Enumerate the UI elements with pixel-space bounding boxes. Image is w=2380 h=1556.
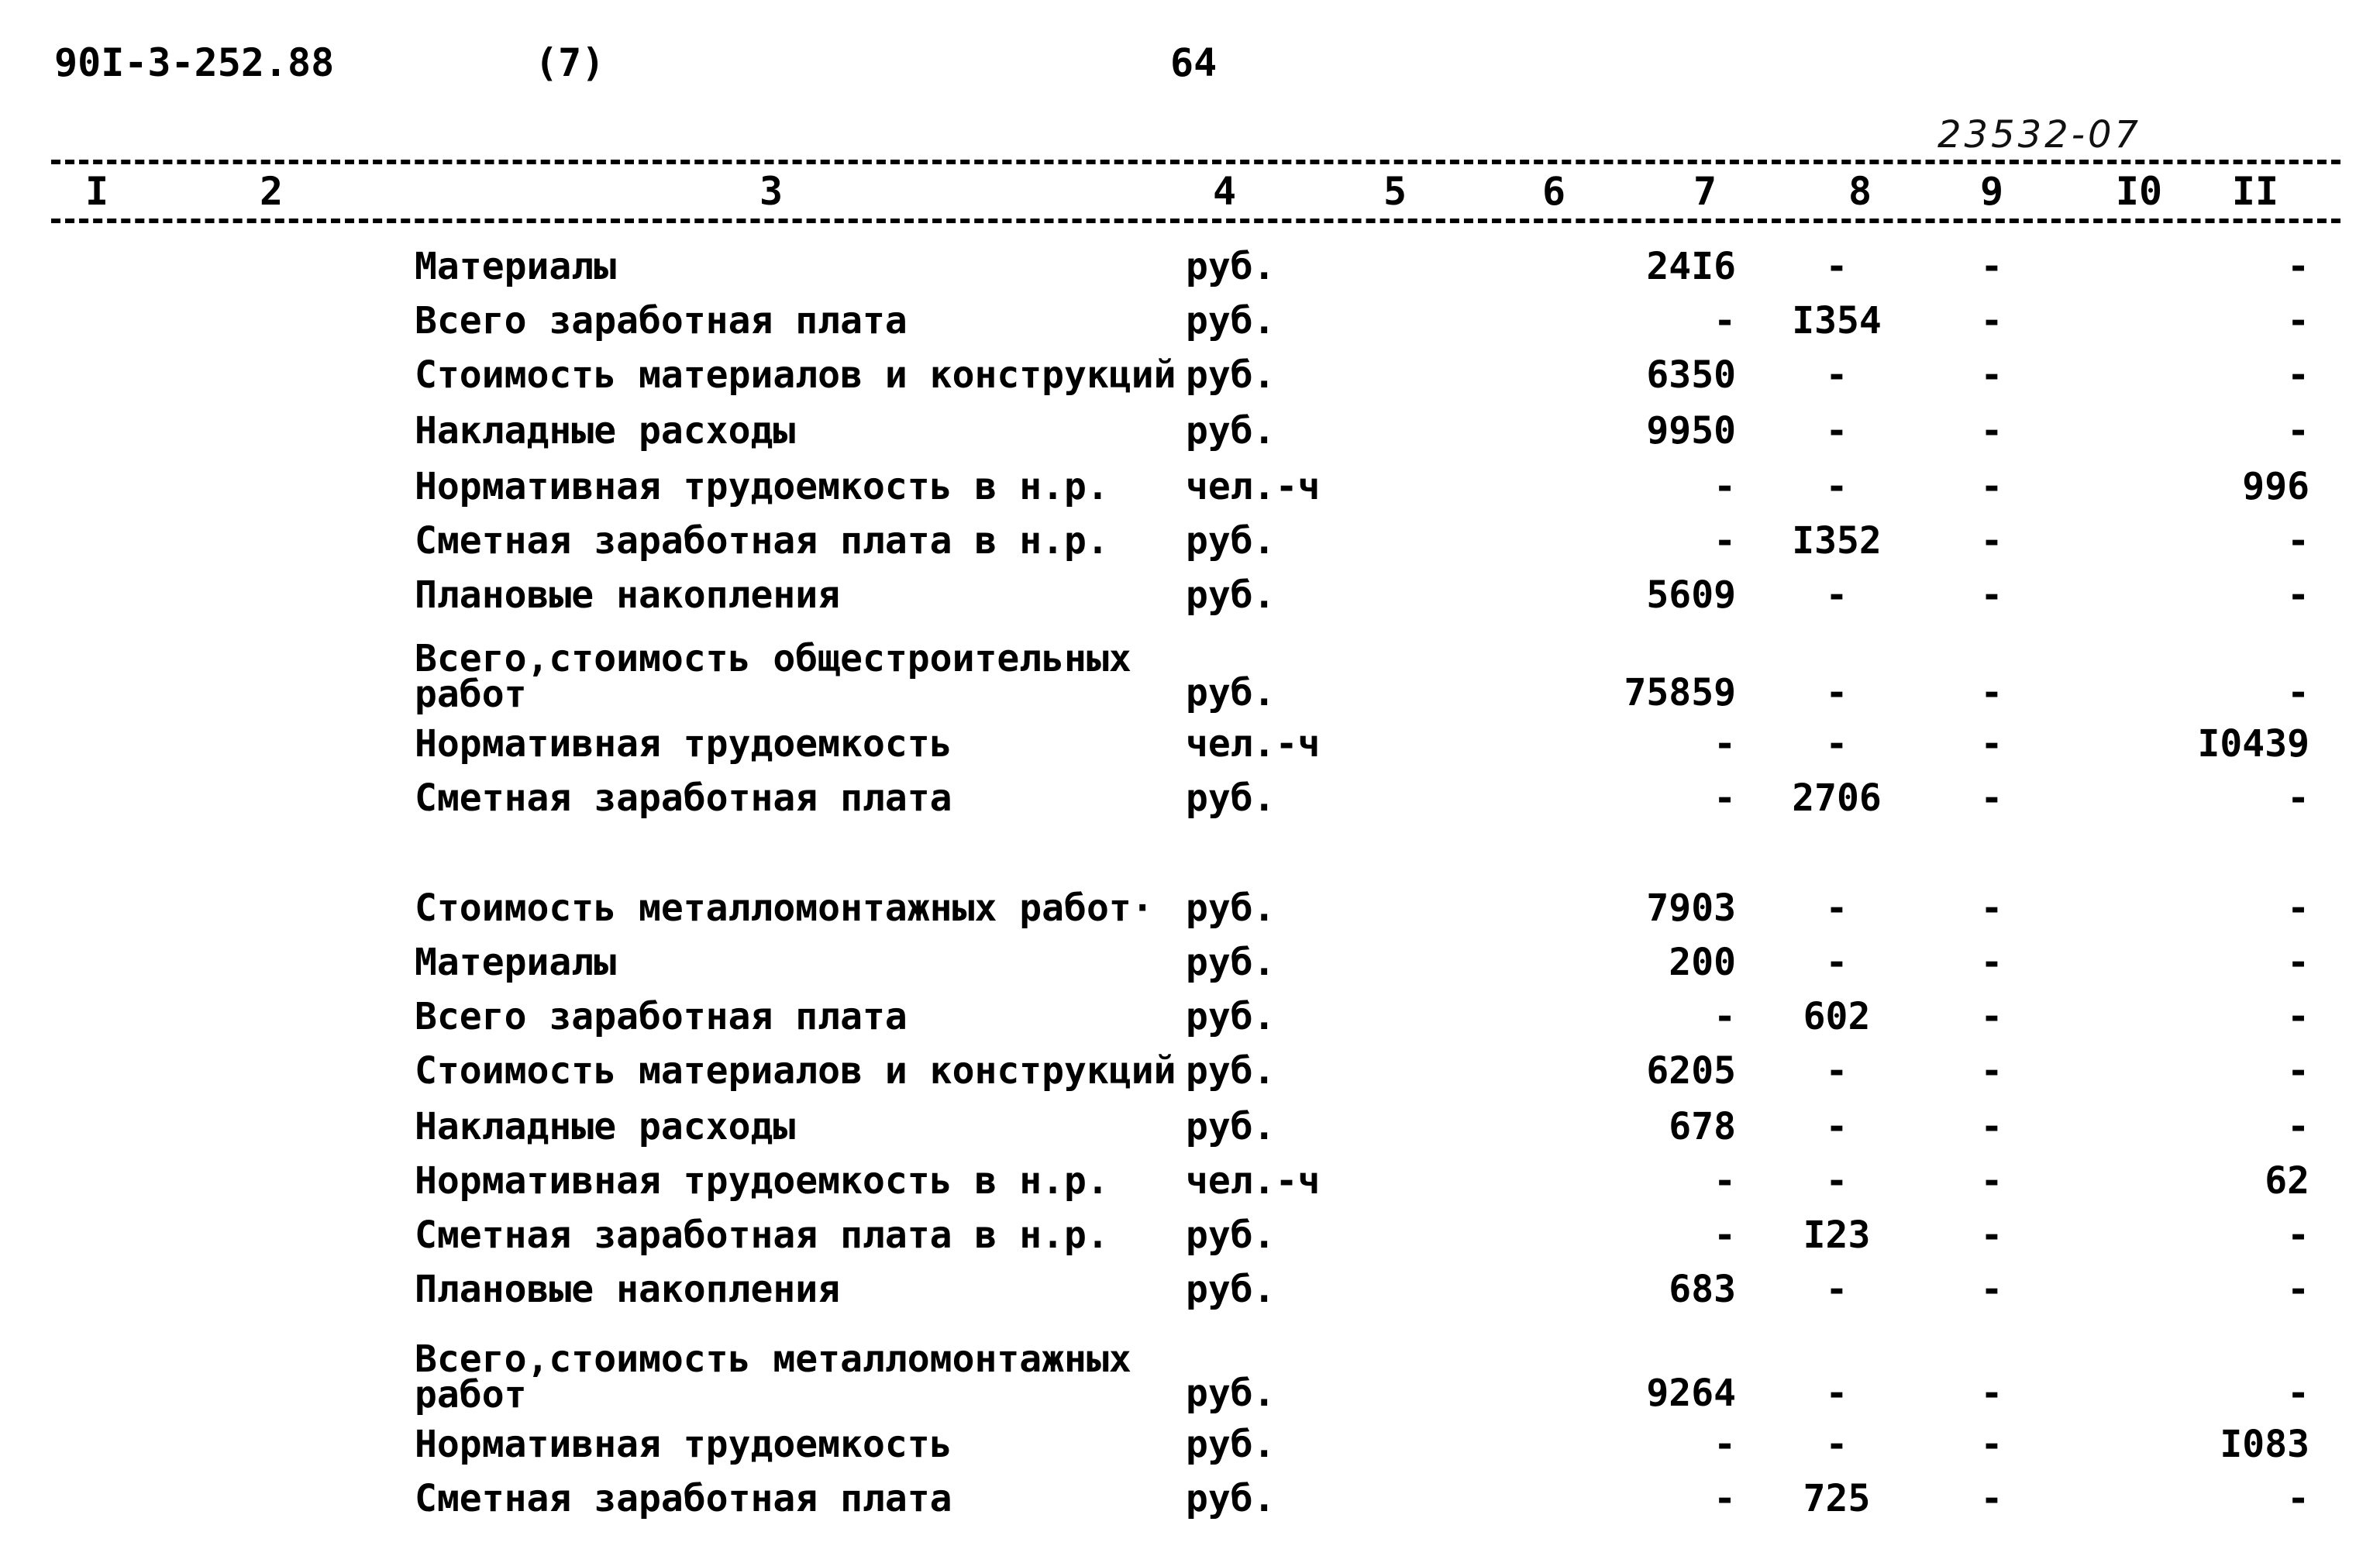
- row-label-text: Нормативная трудоемкость: [415, 722, 952, 766]
- col-9-cell: -: [1980, 1477, 2003, 1520]
- row-label: [415, 1477, 952, 1520]
- col-11-cell: -: [2287, 1213, 2309, 1257]
- table-row: [0, 941, 2380, 998]
- col-7-cell: -: [1714, 995, 1736, 1038]
- col-11-cell: -: [2287, 671, 2309, 714]
- row-label: [415, 637, 1131, 716]
- row-label: [415, 1105, 796, 1148]
- unit-cell: руб.: [1186, 886, 1276, 930]
- col-9-cell: -: [1980, 776, 2003, 820]
- col-8-cell: -: [1825, 573, 1848, 617]
- col-7-cell: 6205: [1646, 1049, 1736, 1093]
- table-row: [0, 353, 2380, 411]
- col-7-cell: 678: [1669, 1105, 1736, 1148]
- col-11-cell: -: [2287, 519, 2309, 563]
- table-row: [0, 1268, 2380, 1325]
- col-9-cell: -: [1980, 409, 2003, 453]
- row-label-text: Плановые накопления: [415, 573, 841, 617]
- table-row: [0, 1337, 2380, 1417]
- row-label: [415, 353, 1176, 397]
- table-row: [0, 573, 2380, 631]
- unit-cell: руб.: [1186, 299, 1276, 343]
- unit-cell: руб.: [1186, 573, 1276, 617]
- row-label-text: Всего заработная плата: [415, 299, 908, 343]
- unit-cell: руб.: [1186, 409, 1276, 453]
- row-label: [415, 722, 952, 766]
- col-11-cell: -: [2287, 1477, 2309, 1520]
- row-label: [415, 519, 1109, 563]
- table-row: [0, 1105, 2380, 1162]
- col-7-cell: 6350: [1646, 353, 1736, 397]
- table-row: [0, 995, 2380, 1052]
- unit-cell: руб.: [1186, 245, 1276, 288]
- table-row: [0, 1477, 2380, 1534]
- col-8-cell: -: [1825, 1268, 1848, 1311]
- row-label: [415, 573, 841, 617]
- col-8-cell: -: [1825, 1372, 1848, 1415]
- col-8-cell: -: [1825, 353, 1848, 397]
- unit-cell: руб.: [1186, 1049, 1276, 1093]
- col-11-cell: -: [2287, 573, 2309, 617]
- col-11-cell: 62: [2265, 1159, 2309, 1203]
- col-8-cell: I23: [1803, 1213, 1871, 1257]
- col-8-cell: -: [1825, 1105, 1848, 1148]
- row-label-text: Стоимость металломонтажных работ·: [415, 886, 1154, 930]
- unit-cell: руб.: [1186, 671, 1276, 714]
- row-label: [415, 1159, 1109, 1203]
- column-number-4: 4: [1212, 169, 1237, 214]
- unit-cell: руб.: [1186, 1423, 1276, 1466]
- col-9-cell: -: [1980, 1159, 2003, 1203]
- table-row: [0, 1049, 2380, 1107]
- table-row: [0, 1423, 2380, 1480]
- row-label-continuation: работ: [415, 1373, 527, 1417]
- col-8-cell: -: [1825, 671, 1848, 714]
- archive-number: 23532-07: [1937, 113, 2142, 157]
- unit-cell: руб.: [1186, 1477, 1276, 1520]
- table-row: [0, 409, 2380, 466]
- row-label: [415, 299, 908, 343]
- col-8-cell: 725: [1803, 1477, 1871, 1520]
- col-9-cell: -: [1980, 1268, 2003, 1311]
- col-11-cell: -: [2287, 1105, 2309, 1148]
- column-number-6: 6: [1541, 169, 1566, 214]
- col-9-cell: -: [1980, 465, 2003, 508]
- unit-cell: руб.: [1186, 353, 1276, 397]
- table-row: [0, 245, 2380, 302]
- col-9-cell: -: [1980, 245, 2003, 288]
- col-7-cell: 9264: [1646, 1372, 1736, 1415]
- col-8-cell: -: [1825, 722, 1848, 766]
- row-label: [415, 995, 908, 1038]
- col-8-cell: -: [1825, 1049, 1848, 1093]
- col-7-cell: -: [1714, 776, 1736, 820]
- row-label-text: Нормативная трудоемкость в н.р.: [415, 1159, 1109, 1203]
- column-number-8: 8: [1848, 169, 1872, 214]
- col-7-cell: 75859: [1624, 671, 1736, 714]
- row-label-text: Нормативная трудоемкость в н.р.: [415, 465, 1109, 508]
- unit-cell: руб.: [1186, 1213, 1276, 1257]
- table-row: [0, 465, 2380, 522]
- column-number-1: I: [84, 169, 109, 214]
- col-11-cell: -: [2287, 941, 2309, 984]
- row-label-text: Стоимость материалов и конструкций: [415, 353, 1176, 397]
- table-row: [0, 722, 2380, 780]
- row-label-text: Всего заработная плата: [415, 995, 908, 1038]
- col-9-cell: -: [1980, 1423, 2003, 1466]
- col-9-cell: -: [1980, 995, 2003, 1038]
- row-label: [415, 776, 952, 820]
- col-9-cell: -: [1980, 573, 2003, 617]
- column-number-9: 9: [1979, 169, 2004, 214]
- document-code: 90I-3-252.88: [54, 40, 335, 85]
- column-number-3: 3: [759, 169, 784, 214]
- col-11-cell: -: [2287, 1268, 2309, 1311]
- col-11-cell: -: [2287, 409, 2309, 453]
- col-11-cell: -: [2287, 245, 2309, 288]
- row-label: [415, 886, 1154, 930]
- row-label-text: Нормативная трудоемкость: [415, 1423, 952, 1466]
- row-label-text: Всего,стоимость общестроительных: [415, 637, 1131, 680]
- col-7-cell: -: [1714, 519, 1736, 563]
- col-7-cell: 9950: [1646, 409, 1736, 453]
- col-11-cell: I0439: [2197, 722, 2309, 766]
- table-row: [0, 519, 2380, 577]
- row-label-text: Сметная заработная плата: [415, 776, 952, 820]
- col-7-cell: 7903: [1646, 886, 1736, 930]
- col-11-cell: -: [2287, 1372, 2309, 1415]
- table-row: [0, 299, 2380, 356]
- row-label: [415, 941, 617, 984]
- col-8-cell: -: [1825, 1159, 1848, 1203]
- col-7-cell: 200: [1669, 941, 1736, 984]
- col-7-cell: -: [1714, 722, 1736, 766]
- col-8-cell: -: [1825, 245, 1848, 288]
- unit-cell: руб.: [1186, 941, 1276, 984]
- col-7-cell: -: [1714, 465, 1736, 508]
- col-9-cell: -: [1980, 941, 2003, 984]
- col-9-cell: -: [1980, 519, 2003, 563]
- unit-cell: чел.-ч: [1186, 722, 1321, 766]
- row-label: [415, 1213, 1109, 1257]
- col-7-cell: -: [1714, 1159, 1736, 1203]
- col-7-cell: -: [1714, 1423, 1736, 1466]
- col-8-cell: -: [1825, 941, 1848, 984]
- col-11-cell: 996: [2242, 465, 2309, 508]
- row-label-text: Материалы: [415, 941, 617, 984]
- col-8-cell: -: [1825, 409, 1848, 453]
- col-11-cell: -: [2287, 1049, 2309, 1093]
- header-rule-top: [51, 160, 2340, 164]
- table-row: [0, 886, 2380, 944]
- table-row: [0, 637, 2380, 716]
- unit-cell: чел.-ч: [1186, 1159, 1321, 1203]
- page-number: 64: [1170, 40, 1218, 85]
- col-8-cell: I354: [1792, 299, 1882, 343]
- col-9-cell: -: [1980, 1105, 2003, 1148]
- col-9-cell: -: [1980, 671, 2003, 714]
- col-7-cell: -: [1714, 1213, 1736, 1257]
- col-8-cell: -: [1825, 1423, 1848, 1466]
- column-number-11: II: [2231, 169, 2279, 214]
- column-number-10: I0: [2115, 169, 2163, 214]
- col-7-cell: 683: [1669, 1268, 1736, 1311]
- row-label-text: Накладные расходы: [415, 1105, 796, 1148]
- col-11-cell: -: [2287, 886, 2309, 930]
- row-label-text: Сметная заработная плата в н.р.: [415, 519, 1109, 563]
- col-8-cell: -: [1825, 886, 1848, 930]
- col-9-cell: -: [1980, 722, 2003, 766]
- row-label-text: Накладные расходы: [415, 409, 796, 453]
- column-number-7: 7: [1693, 169, 1717, 214]
- col-9-cell: -: [1980, 1049, 2003, 1093]
- row-label-text: Всего,стоимость металломонтажных: [415, 1337, 1131, 1381]
- row-label-text: Стоимость материалов и конструкций: [415, 1049, 1176, 1093]
- unit-cell: руб.: [1186, 1372, 1276, 1415]
- header-rule-bottom: [51, 219, 2340, 223]
- col-8-cell: 602: [1803, 995, 1871, 1038]
- col-8-cell: -: [1825, 465, 1848, 508]
- col-9-cell: -: [1980, 886, 2003, 930]
- col-11-cell: -: [2287, 353, 2309, 397]
- col-9-cell: -: [1980, 1372, 2003, 1415]
- col-9-cell: -: [1980, 353, 2003, 397]
- column-number-5: 5: [1383, 169, 1407, 214]
- row-label-text: Материалы: [415, 245, 617, 288]
- row-label: [415, 245, 617, 288]
- unit-cell: руб.: [1186, 519, 1276, 563]
- col-7-cell: 5609: [1646, 573, 1736, 617]
- unit-cell: чел.-ч: [1186, 465, 1321, 508]
- col-11-cell: -: [2287, 995, 2309, 1038]
- unit-cell: руб.: [1186, 1268, 1276, 1311]
- col-11-cell: I083: [2220, 1423, 2309, 1466]
- col-7-cell: 24I6: [1646, 245, 1736, 288]
- row-label: [415, 1268, 841, 1311]
- row-label: [415, 409, 796, 453]
- table-row: [0, 1159, 2380, 1217]
- col-11-cell: -: [2287, 299, 2309, 343]
- col-7-cell: -: [1714, 1477, 1736, 1520]
- col-9-cell: -: [1980, 299, 2003, 343]
- col-8-cell: 2706: [1792, 776, 1882, 820]
- row-label-text: Сметная заработная плата: [415, 1477, 952, 1520]
- row-label: [415, 1337, 1131, 1417]
- col-8-cell: I352: [1792, 519, 1882, 563]
- col-9-cell: -: [1980, 1213, 2003, 1257]
- table-row: [0, 776, 2380, 834]
- column-number-2: 2: [259, 169, 284, 214]
- table-row: [0, 1213, 2380, 1271]
- col-11-cell: -: [2287, 776, 2309, 820]
- row-label-text: Плановые накопления: [415, 1268, 841, 1311]
- sheet-part-number: (7): [535, 40, 605, 85]
- row-label: [415, 465, 1109, 508]
- row-label-text: Сметная заработная плата в н.р.: [415, 1213, 1109, 1257]
- unit-cell: руб.: [1186, 776, 1276, 820]
- row-label-continuation: работ: [415, 673, 527, 716]
- col-7-cell: -: [1714, 299, 1736, 343]
- row-label: [415, 1049, 1176, 1093]
- unit-cell: руб.: [1186, 995, 1276, 1038]
- unit-cell: руб.: [1186, 1105, 1276, 1148]
- row-label: [415, 1423, 952, 1466]
